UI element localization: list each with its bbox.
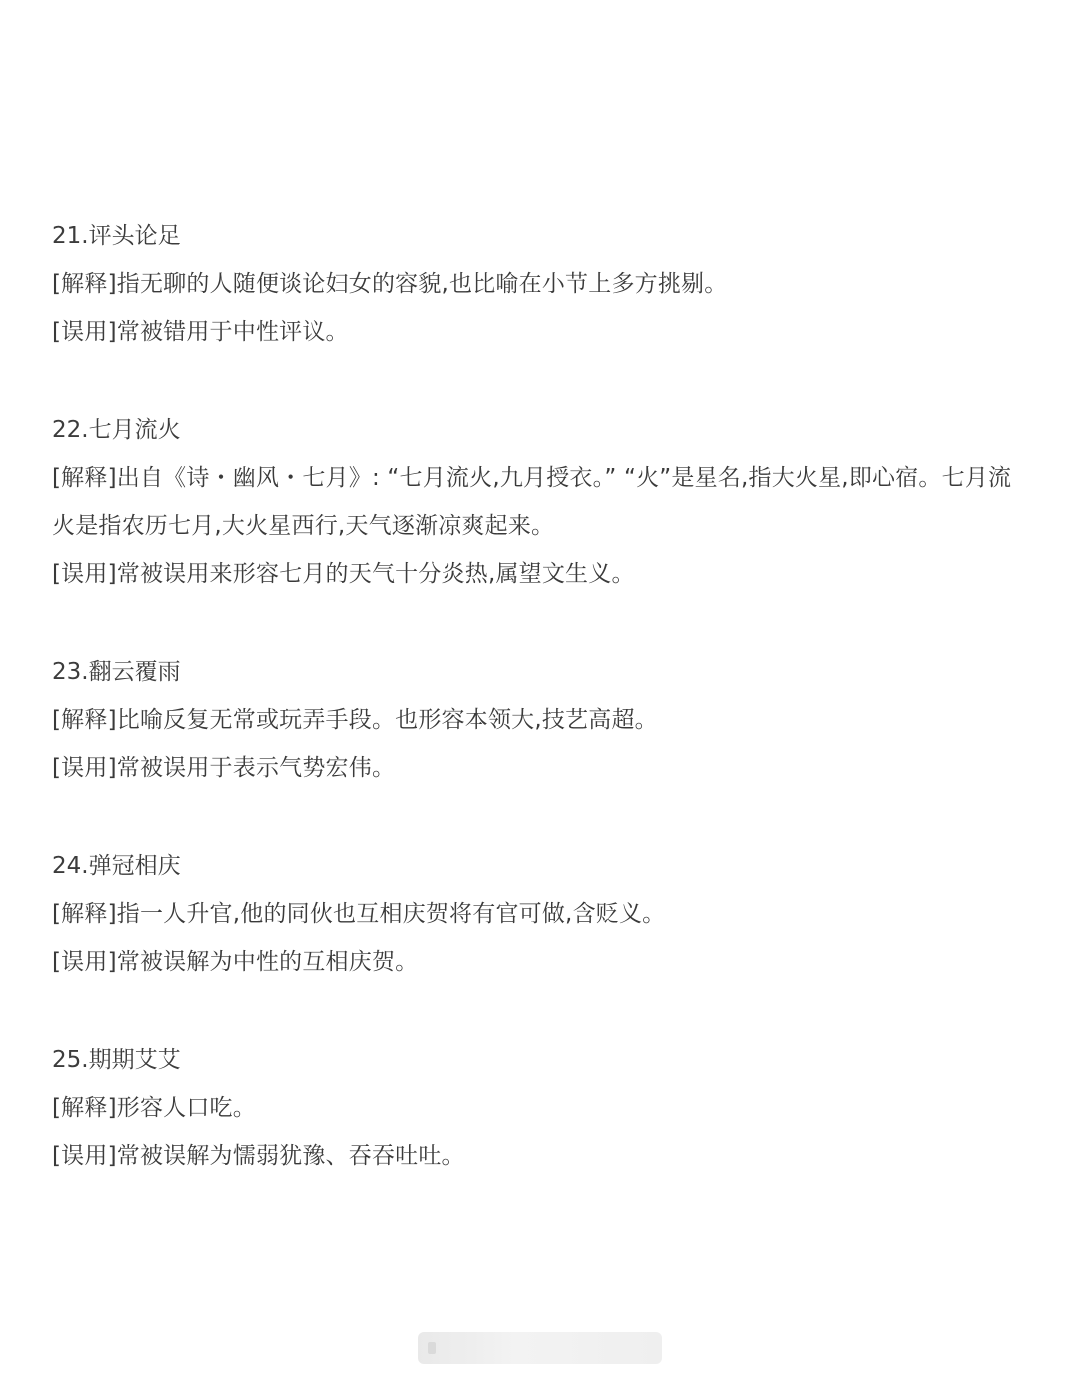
- explanation-line: [解释]出自《诗・幽风・七月》: “七月流火,九月授衣。” “火”是星名,指大火星,即心宿。七月流火是指农历七月,大火星西行,天气逐渐凉爽起来。: [52, 465, 1012, 539]
- idiom-entry-21: [52, 212, 1027, 356]
- document-body: [52, 212, 1027, 1230]
- explanation-line: [解释]指无聊的人随便谈论妇女的容貌,也比喻在小节上多方挑剔。: [52, 271, 728, 297]
- idiom-entry-25: [52, 1036, 1027, 1180]
- entry-title: 22.七月流火: [52, 417, 181, 443]
- idiom-entry-22: [52, 406, 1027, 598]
- entry-title: 24.弹冠相庆: [52, 853, 181, 879]
- misuse-line: [误用]常被误用来形容七月的天气十分炎热,属望文生义。: [52, 561, 635, 587]
- idiom-entry-23: [52, 648, 1027, 792]
- blurred-watermark: [418, 1332, 662, 1364]
- entry-title: 25.期期艾艾: [52, 1047, 181, 1073]
- misuse-line: [误用]常被错用于中性评议。: [52, 319, 349, 345]
- explanation-line: [解释]指一人升官,他的同伙也互相庆贺将有官可做,含贬义。: [52, 901, 666, 927]
- entry-title: 23.翻云覆雨: [52, 659, 181, 685]
- idiom-entry-24: [52, 842, 1027, 986]
- explanation-line: [解释]比喻反复无常或玩弄手段。也形容本领大,技艺高超。: [52, 707, 658, 733]
- entry-title: 21.评头论足: [52, 223, 181, 249]
- explanation-line: [解释]形容人口吃。: [52, 1095, 256, 1121]
- misuse-line: [误用]常被误解为中性的互相庆贺。: [52, 949, 419, 975]
- misuse-line: [误用]常被误解为懦弱犹豫、吞吞吐吐。: [52, 1143, 465, 1169]
- misuse-line: [误用]常被误用于表示气势宏伟。: [52, 755, 396, 781]
- watermark-logo-icon: [428, 1342, 436, 1354]
